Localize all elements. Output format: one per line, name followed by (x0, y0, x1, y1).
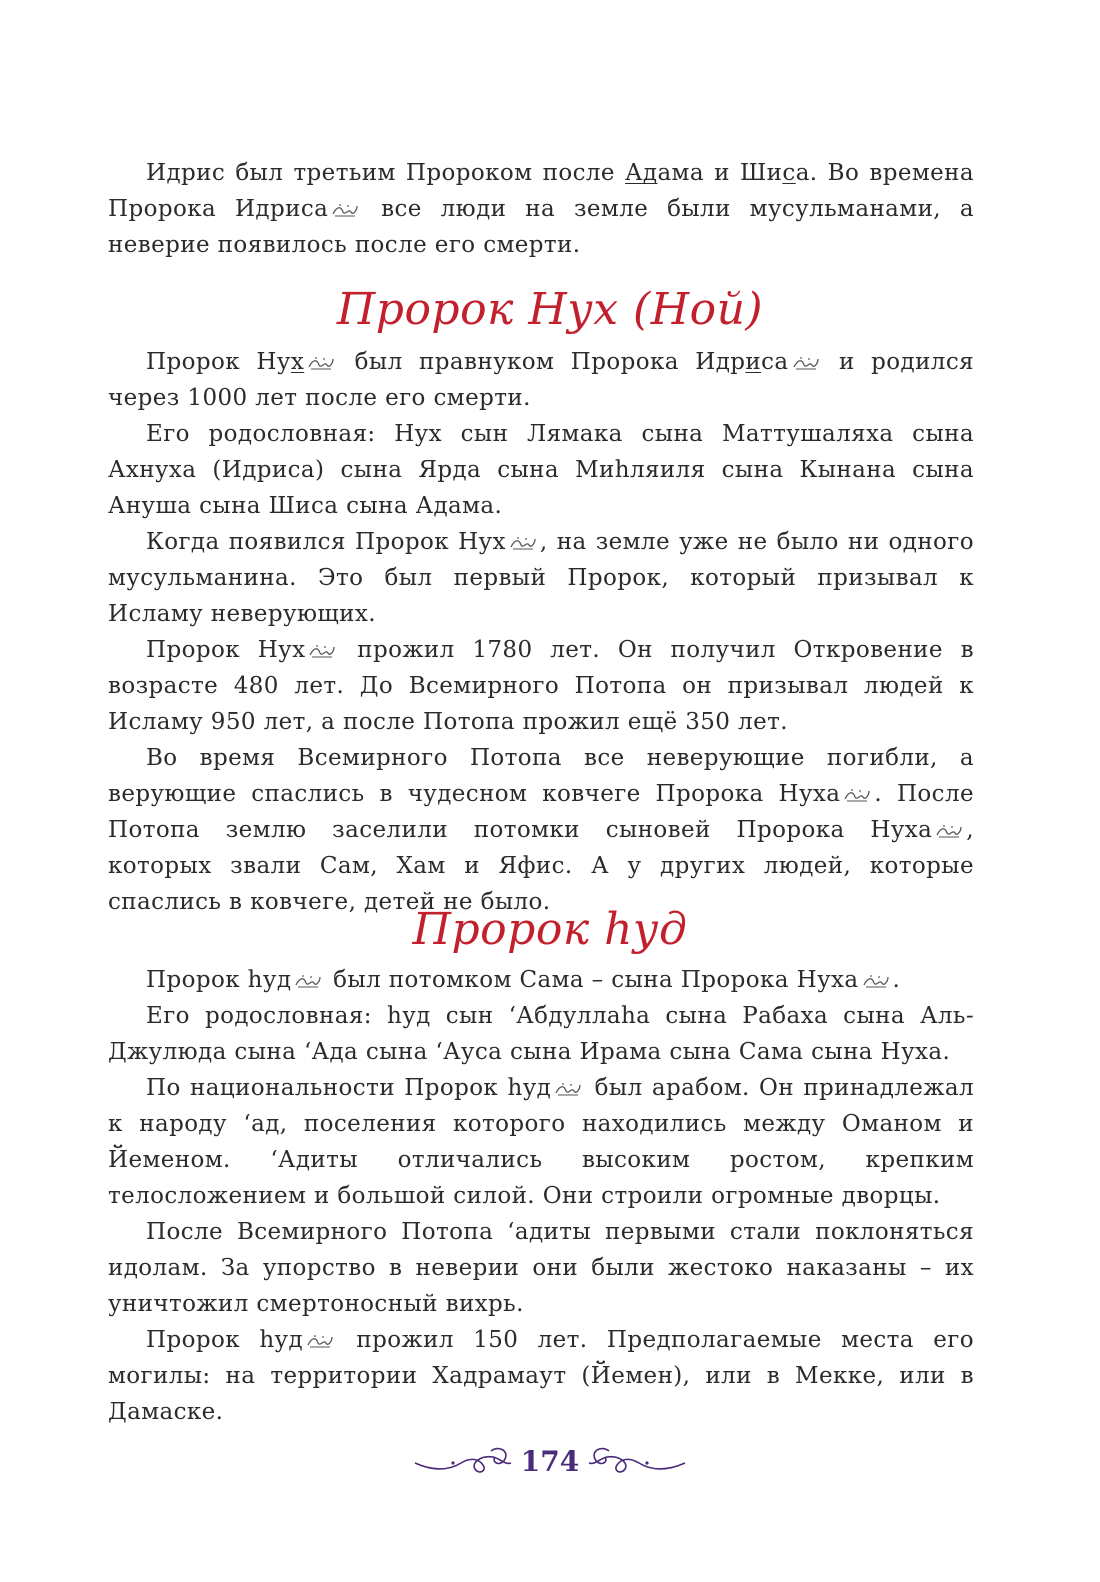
page-number: 174 (520, 1444, 580, 1478)
salawat-icon (792, 355, 820, 371)
salawat-icon (935, 823, 963, 839)
paragraph: После Всемирного Потопа ‘адиты первыми стали поклоняться идолам. За упорство в неверии они были жестоко наказаны – их уничтожил смертоносный вихрь. (108, 1219, 974, 1317)
salawat-icon (308, 643, 336, 659)
paragraph: Его родословная: Нух сын Лямака сына Маттушаляха сына Ахнуха (Идриса) сына Ярда сына Миһляиля сына Кынана сына Ануша сына Шиса сына Адама. (108, 421, 974, 519)
section-heading-hud: Пророк һуд (412, 904, 688, 955)
salawat-icon (554, 1081, 582, 1097)
swirl-ornament-icon (587, 1441, 687, 1481)
intro-text (108, 155, 974, 263)
section-heading-nuh: Пророк Нух (Ной) (336, 284, 764, 335)
paragraph: Его родословная: һуд сын ‘Абдуллаһа сына Рабаха сына Аль-Джулюда сына ‘Ада сына ‘Ауса сына Ирама сына Сама сына Нуха. (108, 1003, 974, 1065)
paragraph: Когда появился Пророк Нух , на земле уже не было ни одного мусульманина. Это был первый Пророк, который призывал к Исламу неверующих. (108, 529, 975, 627)
page-footer (0, 1436, 1100, 1486)
salawat-icon (294, 973, 322, 989)
salawat-icon (862, 973, 890, 989)
section-nuh-text (108, 344, 974, 920)
salawat-icon (331, 202, 359, 218)
paragraph: По национальности Пророк һуд был арабом. Он принадлежал к народу ‘ад, поселения которого находились между Оманом и Йеменом. ‘Адиты отличались высоким ростом, крепким телосложением и большой силой. Они строили огромные дворцы. (108, 1075, 975, 1209)
paragraph: Пророк һуд прожил 150 лет. Предполагаемые места его могилы: на территории Хадрамаут (Йемен), или в Мекке, или в Дамаске. (108, 1327, 974, 1425)
salawat-icon (307, 355, 335, 371)
section-hud-text (108, 962, 974, 1430)
paragraph: Пророк Нух был правнуком Пророка Идриса и родился через 1000 лет после его смерти. (108, 349, 975, 411)
salawat-icon (843, 787, 871, 803)
paragraph: Пророк һуд был потомком Сама – сына Пророка Нуха . (146, 967, 901, 993)
salawat-icon (509, 535, 537, 551)
paragraph: Идрис был третьим Пророком после Адама и Шиса. Во времена Пророка Идриса все люди на земле были мусульманами, а неверие появилось после его смерти. (108, 160, 975, 258)
salawat-icon (306, 1333, 334, 1349)
swirl-ornament-icon (413, 1441, 513, 1481)
paragraph: Пророк Нух прожил 1780 лет. Он получил Откровение в возрасте 480 лет. До Всемирного Потопа он призывал людей к Исламу 950 лет, а после Потопа прожил ещё 350 лет. (108, 637, 974, 735)
paragraph: Во время Всемирного Потопа все неверующие погибли, а верующие спаслись в чудесном ковчеге Пророка Нуха . После Потопа землю заселили потомки сыновей Пророка Нуха , которых звали Сам, Хам и Яфис. А у других людей, которые спаслись в ковчеге, детей не было. (108, 745, 974, 915)
